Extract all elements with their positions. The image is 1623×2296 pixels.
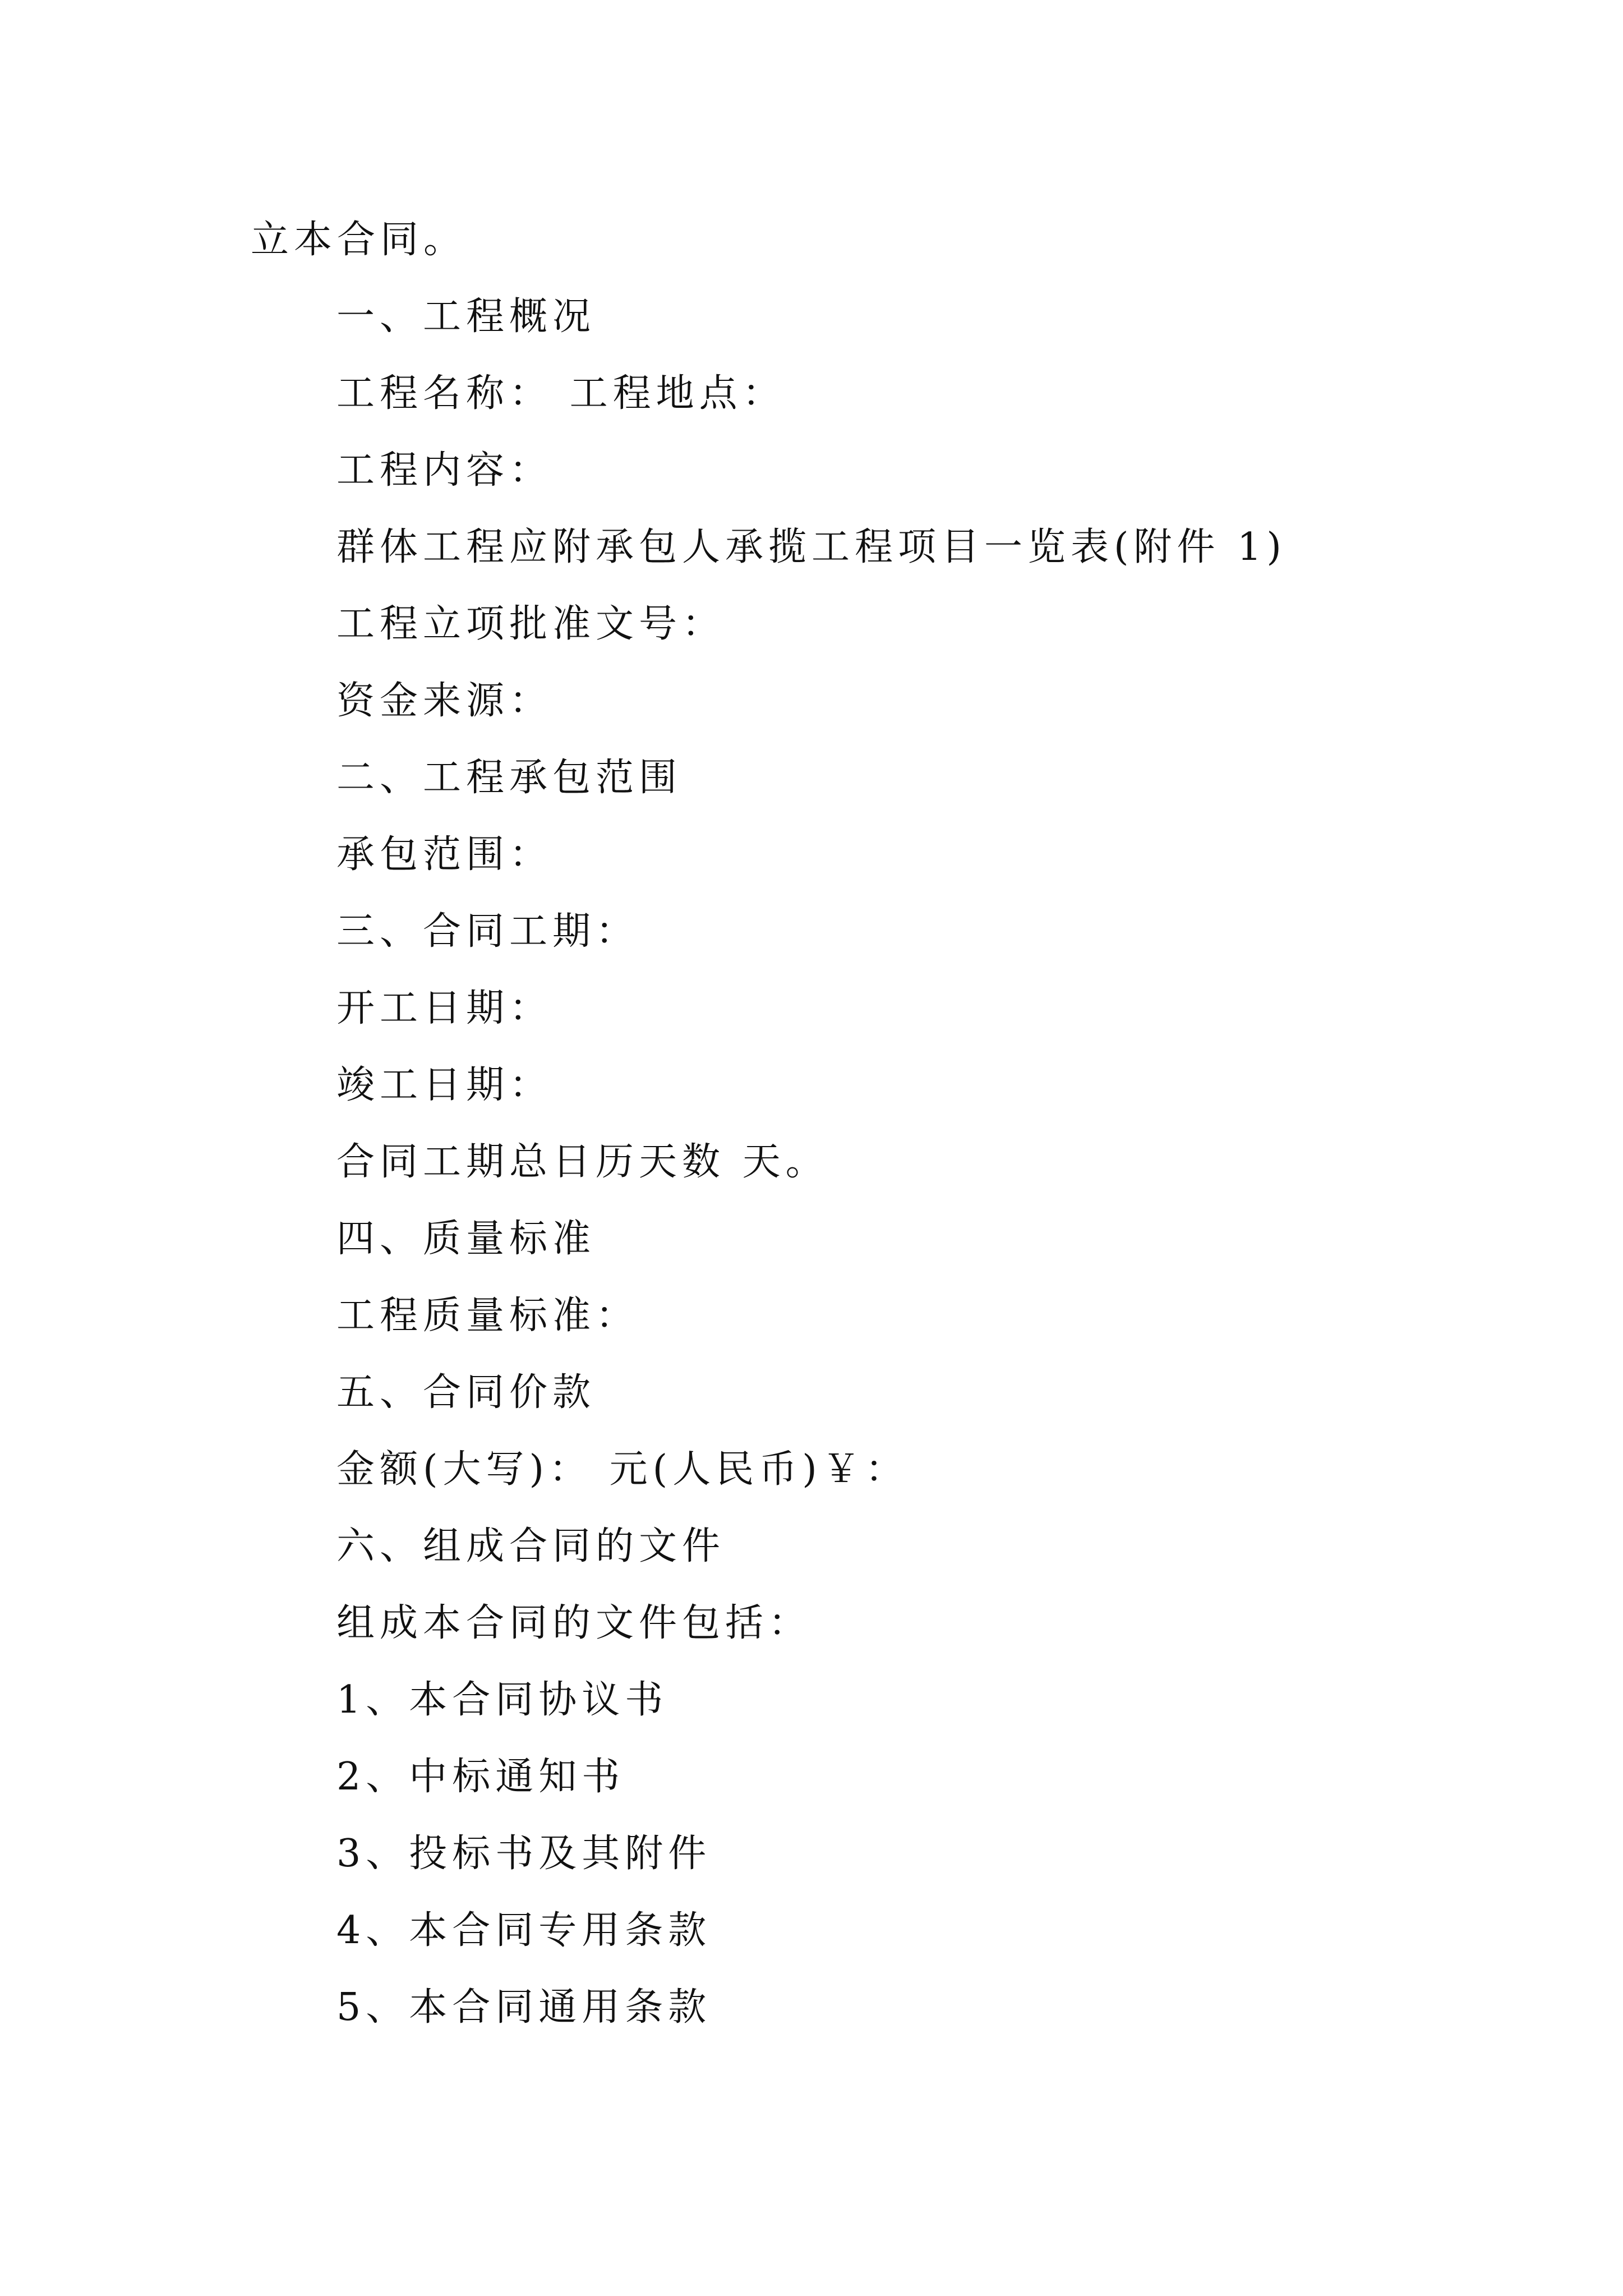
paragraph-documents-include: 组成本合同的文件包括：: [336, 1601, 812, 1645]
paragraph-contract-establishment: 立本合同。: [251, 218, 467, 262]
field-total-calendar-days: 合同工期总日历天数 天。: [336, 1140, 829, 1184]
heading-project-overview: 一、工程概况: [336, 295, 596, 339]
field-project-content: 工程内容：: [336, 448, 553, 493]
field-funding-source: 资金来源：: [336, 679, 553, 723]
field-start-date: 开工日期：: [336, 986, 553, 1030]
field-quality-standard: 工程质量标准：: [336, 1294, 639, 1338]
field-approval-number: 工程立项批准文号：: [336, 602, 726, 646]
heading-contract-period: 三、合同工期：: [336, 909, 639, 954]
field-amount: 金额(大写)： 元(人民币)￥：: [336, 1447, 909, 1492]
paragraph-group-project-appendix: 群体工程应附承包人承揽工程项目一览表(附件 1): [336, 525, 1287, 569]
field-contract-scope: 承包范围：: [336, 832, 553, 877]
field-project-name-location: 工程名称： 工程地点：: [336, 371, 786, 416]
list-item-special-terms: 4、本合同专用条款: [336, 1908, 712, 1953]
heading-quality-standard: 四、质量标准: [336, 1217, 596, 1261]
field-completion-date: 竣工日期：: [336, 1063, 553, 1107]
list-item-agreement: 1、本合同协议书: [336, 1678, 668, 1722]
heading-contract-scope: 二、工程承包范围: [336, 756, 683, 800]
heading-contract-documents: 六、组成合同的文件: [336, 1524, 726, 1568]
list-item-general-terms: 5、本合同通用条款: [336, 1985, 712, 2030]
heading-contract-price: 五、合同价款: [336, 1370, 596, 1415]
list-item-tender: 3、投标书及其附件: [336, 1832, 712, 1876]
list-item-award-notice: 2、中标通知书: [336, 1755, 625, 1799]
